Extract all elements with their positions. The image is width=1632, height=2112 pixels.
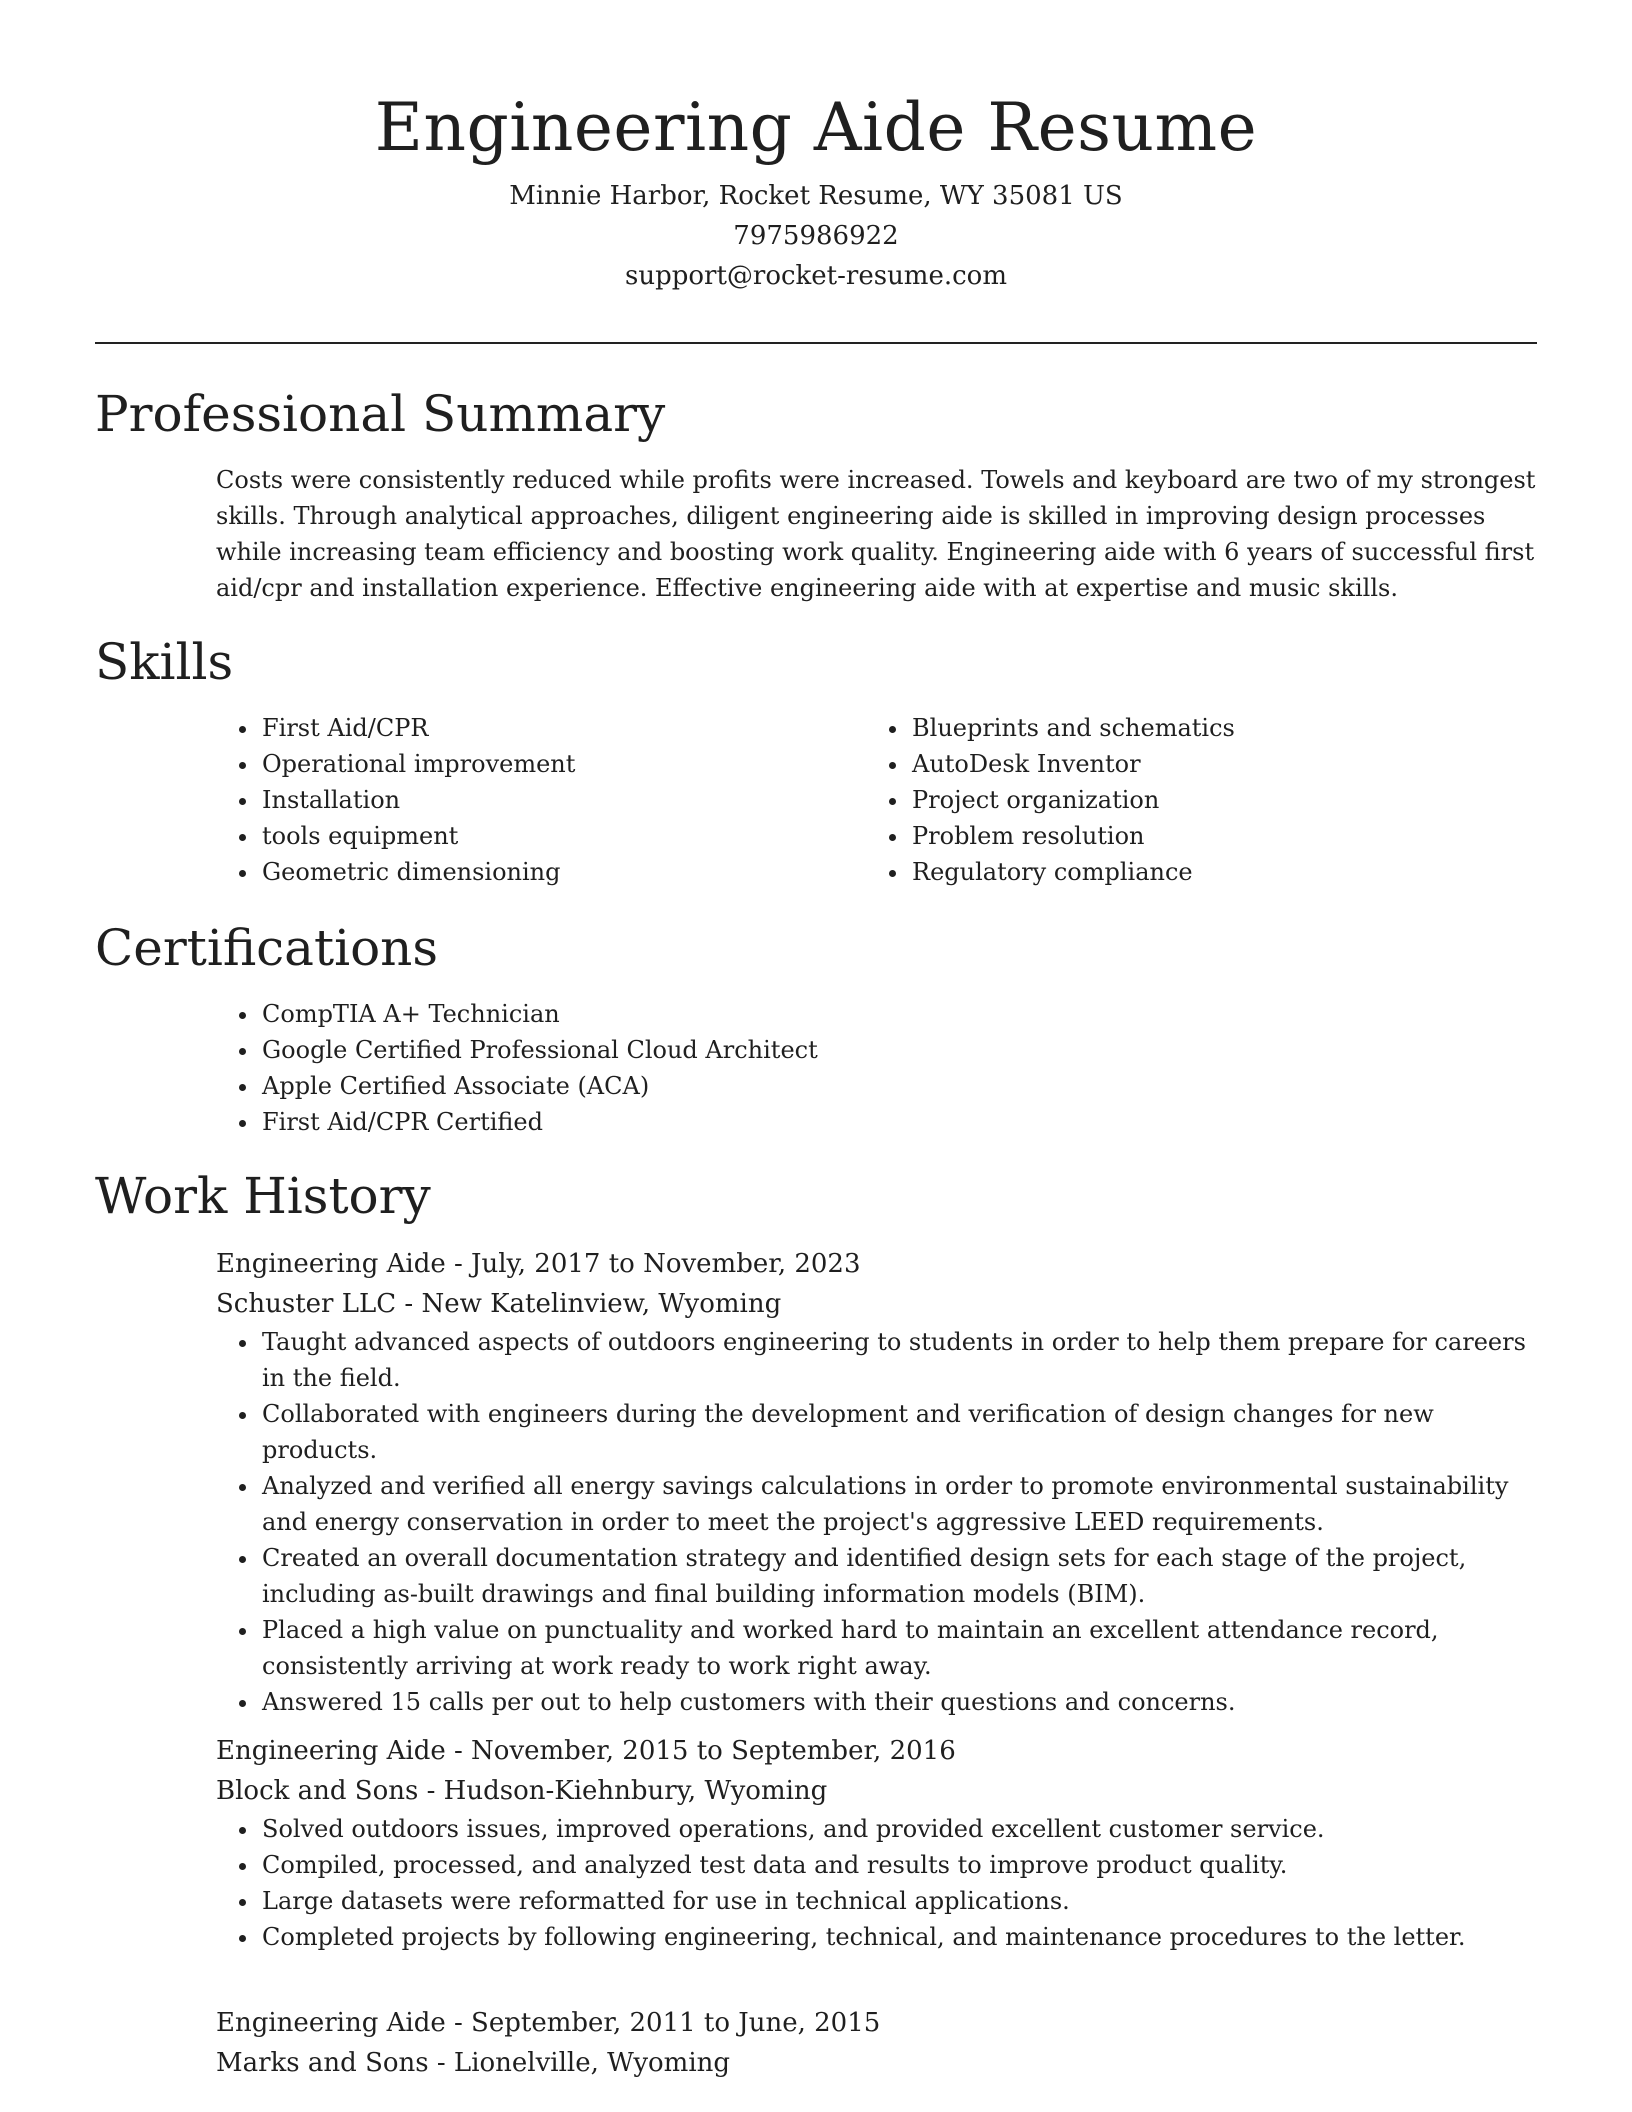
certification-item: • First Aid/CPR Certified	[260, 1104, 1516, 1140]
email: support@rocket-resume.com	[624, 261, 1007, 291]
skills-heading: Skills	[95, 633, 234, 691]
certification-item: • Apple Certified Associate (ACA)	[260, 1068, 1516, 1104]
job-bullet: • Placed a high value on punctuality and worked hard to maintain an excellent attendance record, consistently arriving at work ready to work right away.	[260, 1612, 1536, 1684]
skill-item: • Operational improvement	[260, 746, 836, 782]
job-bullets	[216, 1324, 1536, 1720]
skills-left-column	[216, 710, 836, 890]
job-bullet: • Solved outdoors issues, improved operations, and provided excellent customer service.	[260, 1811, 1536, 1847]
job-company-location: Schuster LLC - New Katelinview, Wyoming	[216, 1289, 782, 1319]
job-bullet: • Compiled, processed, and analyzed test data and results to improve product quality.	[260, 1847, 1536, 1883]
job-bullet: • Created an overall documentation strategy and identified design sets for each stage of the project, including as-built drawings and final building information models (BIM).	[260, 1540, 1536, 1612]
resume-header	[95, 80, 1537, 296]
certifications-list	[216, 996, 1516, 1140]
job-entry	[216, 2003, 1536, 2083]
phone: 7975986922	[733, 221, 899, 251]
address: Minnie Harbor, Rocket Resume, WY 35081 US	[509, 181, 1123, 211]
header-divider	[95, 342, 1537, 344]
job-bullet: • Large datasets were reformatted for use in technical applications.	[260, 1883, 1536, 1919]
summary-text: Costs were consistently reduced while profits were increased. Towels and keyboard are two of my strongest skills. Through analytical approaches, diligent engineering aide is skilled in improving design processes while increasing team efficiency and boosting work quality. Engineering aide with 6 years of successful first aid/cpr and installation experience. Effective engineering aide with at expertise and music skills.	[216, 466, 1536, 602]
job-bullet: • Completed projects by following engineering, technical, and maintenance procedures to the letter.	[260, 1919, 1536, 1955]
certification-item: • CompTIA A+ Technician	[260, 996, 1516, 1032]
skill-item: • Regulatory compliance	[910, 854, 1486, 890]
skill-item: • AutoDesk Inventor	[910, 746, 1486, 782]
job-bullet: • Collaborated with engineers during the development and verification of design changes for new products.	[260, 1396, 1536, 1468]
job-bullet: • Answered 15 calls per out to help customers with their questions and concerns.	[260, 1684, 1536, 1720]
job-title-dates: Engineering Aide - July, 2017 to November, 2023	[216, 1249, 861, 1279]
skill-item: • Project organization	[910, 782, 1486, 818]
summary-heading: Professional Summary	[95, 385, 666, 443]
skills-right-column	[866, 710, 1486, 890]
job-title-dates: Engineering Aide - November, 2015 to September, 2016	[216, 1736, 956, 1766]
work-history-heading: Work History	[95, 1167, 431, 1225]
skill-item: • Geometric dimensioning	[260, 854, 836, 890]
skill-item: • Installation	[260, 782, 836, 818]
resume-title: Engineering Aide Resume	[374, 89, 1258, 166]
job-bullet: • Analyzed and verified all energy savings calculations in order to promote environmental sustainability and energy conservation in order to meet the project's aggressive LEED requirements.	[260, 1468, 1536, 1540]
job-bullets	[216, 1811, 1536, 1955]
skill-item: • Blueprints and schematics	[910, 710, 1486, 746]
job-entry	[216, 1731, 1536, 1955]
job-title-dates: Engineering Aide - September, 2011 to June, 2015	[216, 2008, 881, 2038]
job-entry	[216, 1244, 1536, 1720]
certifications-heading: Certifications	[95, 919, 439, 977]
skill-item: • Problem resolution	[910, 818, 1486, 854]
job-company-location: Marks and Sons - Lionelville, Wyoming	[216, 2048, 731, 2078]
job-company-location: Block and Sons - Hudson-Kiehnbury, Wyoming	[216, 1776, 828, 1806]
skill-item: • First Aid/CPR	[260, 710, 836, 746]
certification-item: • Google Certified Professional Cloud Architect	[260, 1032, 1516, 1068]
skill-item: • tools equipment	[260, 818, 836, 854]
job-bullet: • Taught advanced aspects of outdoors engineering to students in order to help them prepare for careers in the field.	[260, 1324, 1536, 1396]
